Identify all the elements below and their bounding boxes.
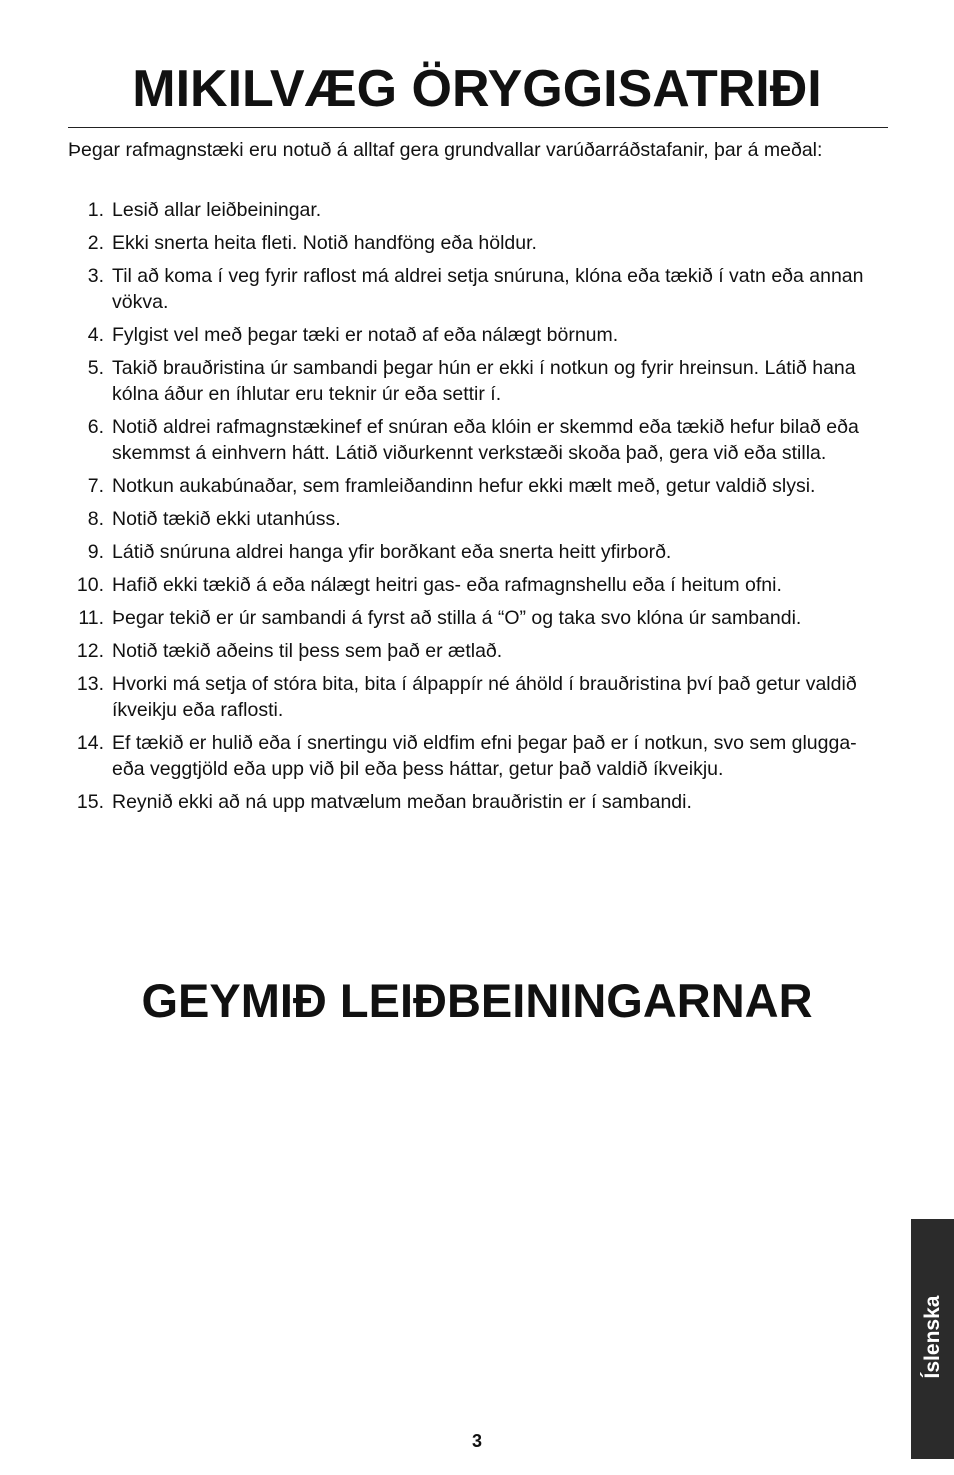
page-number: 3 [471, 1431, 482, 1451]
item-number: 6. [87, 416, 104, 438]
list-item [68, 197, 888, 223]
title-divider [68, 127, 888, 128]
item-number: 13. [76, 673, 104, 695]
item-number: 8. [87, 508, 104, 530]
item-text: Ekki snerta heita fleti. Notið handföng eða höldur. [112, 232, 537, 254]
item-text: Notið tækið aðeins til þess sem það er ætlað. [112, 640, 503, 662]
language-tab [911, 1219, 954, 1459]
list-item [68, 671, 888, 723]
list-item [68, 605, 888, 631]
list-item [68, 414, 888, 466]
item-number: 2. [87, 232, 104, 254]
list-item [68, 638, 888, 664]
page-title: MIKILVÆG ÖRYGGISATRIÐI [132, 60, 822, 118]
list-item [68, 263, 888, 315]
intro-paragraph: Þegar rafmagnstæki eru notuð á alltaf gera grundvallar varúðarráðstafanir, þar á meðal: [68, 139, 823, 161]
item-text: Takið brauðristina úr sambandi þegar hún er ekki í notkun og fyrir hreinsun. Látið hana kólna áður en íhlutar eru teknir úr eða settir í. [112, 357, 856, 405]
list-item [68, 322, 888, 348]
save-instructions-heading: GEYMIÐ LEIÐBEININGARNAR [141, 974, 813, 1027]
item-text: Fylgist vel með þegar tæki er notað af eða nálægt börnum. [112, 324, 619, 346]
safety-list [68, 197, 888, 822]
item-text: Þegar tekið er úr sambandi á fyrst að stilla á “O” og taka svo klóna úr sambandi. [112, 607, 802, 629]
item-text: Notið tækið ekki utanhúss. [112, 508, 341, 530]
list-item [68, 730, 888, 782]
item-number: 11. [78, 607, 104, 629]
list-item [68, 355, 888, 407]
item-text: Reynið ekki að ná upp matvælum meðan brauðristin er í sambandi. [112, 791, 692, 813]
item-text: Ef tækið er hulið eða í snertingu við eldfim efni þegar það er í notkun, svo sem glugga- eða veggtjöld eða upp við þil eða þess háttar, getur það valdið íkveikju. [112, 732, 857, 780]
item-text: Til að koma í veg fyrir raflost má aldrei setja snúruna, klóna eða tækið í vatn eða annan vökva. [112, 265, 864, 313]
item-text: Látið snúruna aldrei hanga yfir borðkant eða snerta heitt yfirborð. [112, 541, 672, 563]
list-item [68, 506, 888, 532]
item-text: Hvorki má setja of stóra bita, bita í álpappír né áhöld í brauðristina því það getur valdið íkveikju eða raflosti. [112, 673, 857, 721]
item-text: Hafið ekki tækið á eða nálægt heitri gas- eða rafmagnshellu eða í heitum ofni. [112, 574, 782, 596]
item-number: 12. [76, 640, 104, 662]
item-number: 14. [76, 732, 104, 754]
list-item [68, 572, 888, 598]
item-number: 3. [87, 265, 104, 287]
list-item [68, 230, 888, 256]
item-number: 7. [87, 475, 104, 497]
item-number: 9. [87, 541, 104, 563]
list-item [68, 789, 888, 815]
item-text: Notkun aukabúnaðar, sem framleiðandinn hefur ekki mælt með, getur valdið slysi. [112, 475, 816, 497]
item-number: 10. [76, 574, 104, 596]
item-number: 4. [87, 324, 104, 346]
list-item [68, 539, 888, 565]
language-tab-label: Íslenska [920, 1295, 944, 1379]
item-number: 1. [87, 199, 104, 221]
list-item [68, 473, 888, 499]
item-text: Lesið allar leiðbeiningar. [112, 199, 322, 221]
item-text: Notið aldrei rafmagnstækinef ef snúran eða klóin er skemmd eða tækið hefur bilað eða skemmst á einhvern hátt. Látið viðurkennt verkstæði skoða það, gera við eða stilla. [112, 416, 859, 464]
item-number: 5. [87, 357, 104, 379]
item-number: 15. [76, 791, 104, 813]
